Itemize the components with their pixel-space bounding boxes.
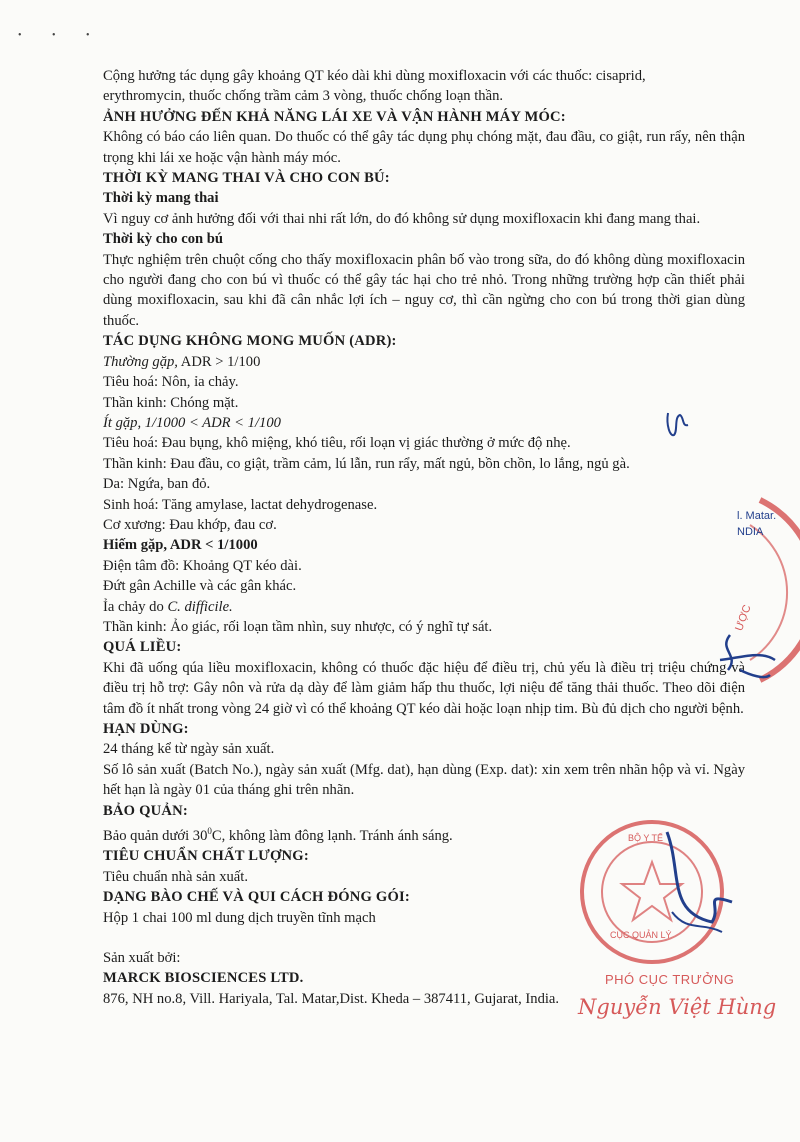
overdose-text: Khi đã uống qúa liều moxifloxacin, không có thuốc đặc hiệu để điều trị, chủ yếu là điều trị triệu chứng và điều trị hỗ trợ: Gây nôn và rửa dạ dày để làm giảm hấp thu thuốc, lợi niệu để tăng thải thuốc. Theo dõi điện tâm đồ ít nhất trong vòng 24 giờ vì có thể khoảng QT kéo dài hoặc loạn nhịp tim. Bù đủ dịch cho người bệnh. [103, 659, 745, 717]
adr-common-1: Tiêu hoá: Nôn, ỉa chảy. [103, 374, 239, 391]
storage-degree: 0 [207, 826, 212, 837]
initial-mark [660, 405, 700, 445]
shelf-life-2: Số lô sản xuất (Batch No.), ngày sản xuất (Mfg. dat), hạn dùng (Exp. dat): xin xem trên nhãn hộp và vỉ. Ngày hết hạn là ngày 01 của tháng ghi trên nhãn. [103, 761, 745, 799]
official-name: Nguyễn Việt Hùng [578, 995, 777, 1019]
adr-rare-3-organism: C. difficile. [167, 598, 233, 615]
shelf-life-heading: HẠN DÙNG: [103, 721, 189, 737]
adr-common-prefix: Thường gặp, [103, 353, 178, 370]
adr-rare-3-prefix: Ỉa chảy do [103, 598, 168, 615]
adr-uncommon-5: Cơ xương: Đau khớp, đau cơ. [103, 516, 277, 533]
official-stamp-top-text: BỘ Y TẾ [628, 833, 664, 843]
dosage-form-text: Hộp 1 chai 100 ml dung dịch truyền tĩnh mạch [103, 909, 376, 926]
manufacturer-name: MARCK BIOSCIENCES LTD. [103, 970, 304, 987]
adr-common-2: Thần kinh: Chóng mặt. [103, 394, 239, 411]
lactation-text: Thực nghiệm trên chuột cống cho thấy moxifloxacin phân bố vào trong sữa, do đó không dùng moxifloxacin cho người đang cho con bú vì thuốc có thể gây tác hại cho trẻ nhỏ. Trong những trường hợp cần thiết phải dùng moxifloxacin, sau khi đã cân nhắc lợi ích – nguy cơ, thì cần ngừng cho con bú trong thời gian dùng thuốc. [103, 251, 745, 329]
driving-text: Không có báo cáo liên quan. Do thuốc có thể gây tác dụng phụ chóng mặt, đau đầu, co giật, run rẩy, nên thận trọng khi lái xe hoặc vận hành máy móc. [103, 129, 745, 166]
adr-uncommon-2: Thần kinh: Đau đầu, co giật, trầm cảm, lú lẫn, run rẩy, mất ngủ, bồn chồn, lo lắng, ngủ gà. [103, 455, 630, 472]
storage-heading: BẢO QUẢN: [103, 802, 188, 819]
official-stamp-bottom-text: CỤC QUẢN LÝ [610, 930, 672, 940]
driving-heading: ẢNH HƯỞNG ĐẾN KHẢ NĂNG LÁI XE VÀ VẬN HÀNH MÁY MÓC: [103, 108, 566, 125]
adr-uncommon-4: Sinh hoá: Tăng amylase, lactat dehydrogenase. [103, 496, 378, 513]
pregnancy-text: Vì nguy cơ ảnh hưởng đối với thai nhi rất lớn, do đó không sử dụng moxifloxacin khi đang mang thai. [103, 210, 701, 227]
adr-rare-1: Điện tâm đồ: Khoảng QT kéo dài. [103, 557, 302, 574]
interaction-line-2: erythromycin, thuốc chống trầm cảm 3 vòng, thuốc chống loạn thần. [103, 88, 504, 105]
quality-text: Tiêu chuẩn nhà sản xuất. [103, 868, 248, 885]
interaction-line-1: Cộng hưởng tác dụng gây khoảng QT kéo dài khi dùng moxifloxacin với các thuốc: cisaprid, [103, 68, 646, 84]
quality-heading: TIÊU CHUẨN CHẤT LƯỢNG: [103, 848, 309, 865]
manufacturer-address: 876, NH no.8, Vill. Hariyala, Tal. Matar,Dist. Kheda – 387411, Gujarat, India. [103, 990, 560, 1007]
overdose-heading: QUÁ LIỀU: [103, 639, 182, 656]
side-stamp-fragment: ƯỢC [733, 603, 754, 633]
storage-before: Bảo quản dưới 30 [103, 827, 208, 844]
official-title: PHÓ CỤC TRƯỞNG [605, 972, 735, 987]
side-stamp-text-2: NDIA [737, 526, 764, 538]
adr-rare-4: Thần kinh: Ảo giác, rối loạn tầm nhìn, suy nhược, có ý nghĩ tự sát. [103, 618, 493, 635]
manufacturer-label: Sản xuất bởi: [103, 949, 181, 966]
adr-common-label [103, 352, 745, 372]
side-signature [710, 630, 780, 690]
adr-uncommon-3: Da: Ngứa, ban đỏ. [103, 476, 211, 493]
lactation-subheading: Thời kỳ cho con bú [103, 231, 224, 248]
storage-after: C, không làm đông lạnh. Tránh ánh sáng. [211, 827, 453, 844]
adr-common-ratio: ADR > 1/100 [177, 353, 261, 370]
dosage-form-heading: DẠNG BÀO CHẾ VÀ QUI CÁCH ĐÓNG GÓI: [103, 889, 410, 906]
adr-uncommon-1: Tiêu hoá: Đau bụng, khô miệng, khó tiêu, rối loạn vị giác thường ở mức độ nhẹ. [103, 435, 571, 452]
adr-rare-label: Hiếm gặp, ADR < 1/1000 [103, 537, 258, 554]
pregnancy-heading: THỜI KỲ MANG THAI VÀ CHO CON BÚ: [103, 170, 390, 187]
scan-marks: • • • [18, 30, 104, 41]
adr-heading: TÁC DỤNG KHÔNG MONG MUỐN (ADR): [103, 333, 397, 350]
adr-uncommon-label: Ít gặp, 1/1000 < ADR < 1/100 [103, 414, 281, 431]
adr-rare-2: Đứt gân Achille và các gân khác. [103, 578, 297, 595]
pregnancy-subheading: Thời kỳ mang thai [103, 190, 219, 207]
side-stamp-text-1: l. Matar. [737, 510, 777, 522]
shelf-life-1: 24 tháng kể từ ngày sản xuất. [103, 741, 275, 758]
